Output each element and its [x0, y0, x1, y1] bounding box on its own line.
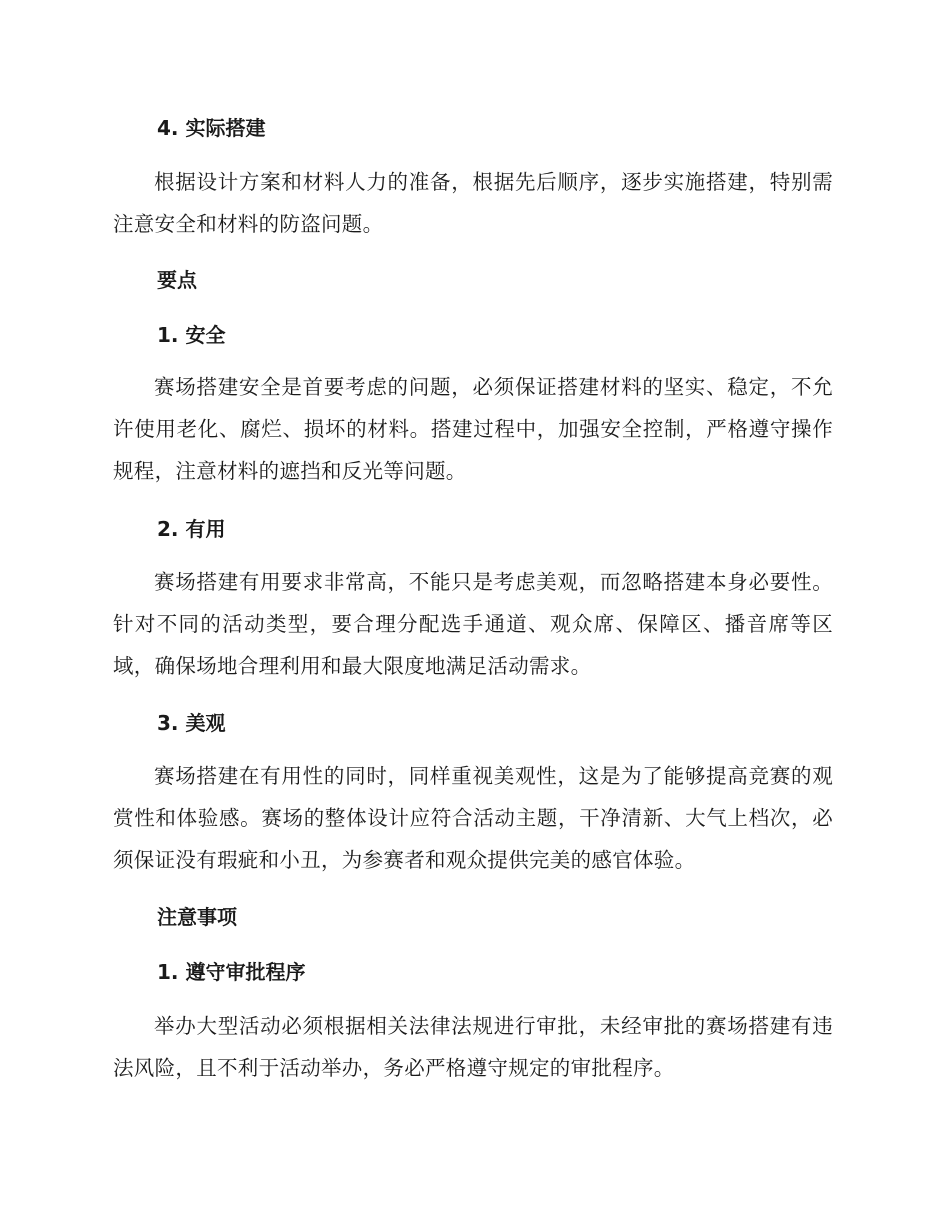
paragraph-approval-procedure: 举办大型活动必须根据相关法律法规进行审批，未经审批的赛场搭建有违法风险，且不利于活动举办，务必严格遵守规定的审批程序。: [113, 1014, 833, 1080]
paragraph-safety: 赛场搭建安全是首要考虑的问题，必须保证搭建材料的坚实、稳定，不允许使用老化、腐烂、损坏的材料。搭建过程中，加强安全控制，严格遵守操作规程，注意材料的遮挡和反光等问题。: [113, 375, 833, 483]
section-heading-usefulness: 2. 有用: [157, 517, 226, 541]
section-heading-safety: 1. 安全: [157, 323, 226, 347]
paragraph-usefulness: 赛场搭建有用要求非常高，不能只是考虑美观，而忽略搭建本身必要性。针对不同的活动类型，要合理分配选手通道、观众席、保障区、播音席等区域，确保场地合理利用和最大限度地满足活动需求。: [113, 570, 833, 678]
paragraph-actual-construction: 根据设计方案和材料人力的准备，根据先后顺序，逐步实施搭建，特别需注意安全和材料的防盗问题。: [113, 170, 833, 236]
section-heading-aesthetics: 3. 美观: [157, 711, 226, 735]
section-heading-actual-construction: 4. 实际搭建: [157, 116, 266, 140]
paragraph-aesthetics: 赛场搭建在有用性的同时，同样重视美观性，这是为了能够提高竞赛的观赏性和体验感。赛场的整体设计应符合活动主题，干净清新、大气上档次，必须保证没有瑕疵和小丑，为参赛者和观众提供完美的感官体验。: [113, 764, 833, 872]
section-heading-precautions: 注意事项: [157, 905, 237, 929]
section-heading-key-points: 要点: [157, 268, 197, 292]
section-heading-approval-procedure: 1. 遵守审批程序: [157, 960, 306, 984]
